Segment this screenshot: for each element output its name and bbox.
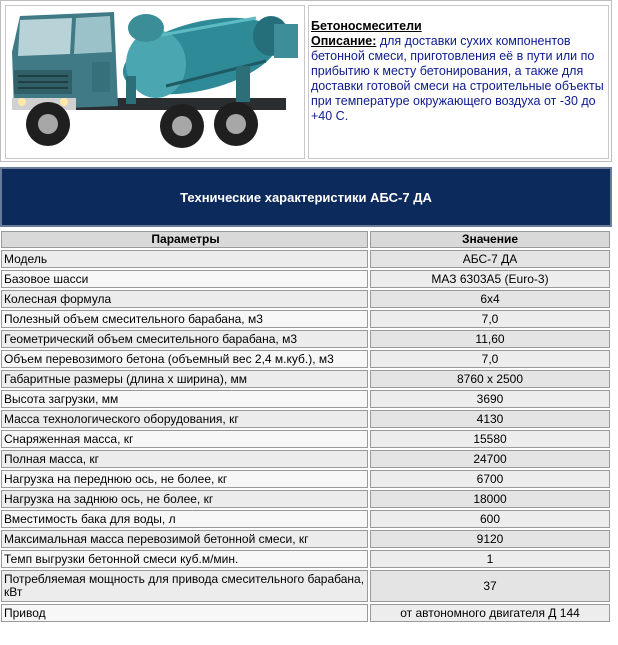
value-cell: 6700 <box>370 470 610 488</box>
table-row <box>0 449 612 469</box>
value-cell: 4130 <box>370 410 610 428</box>
value-cell: АБС-7 ДА <box>370 250 610 268</box>
value-cell: 18000 <box>370 490 610 508</box>
parameter-cell: Нагрузка на переднюю ось, не более, кг <box>1 470 368 488</box>
specs-banner <box>0 167 612 227</box>
header-parameters: Параметры <box>1 231 368 248</box>
parameter-cell: Максимальная масса перевозимой бетонной смеси, кг <box>1 530 368 548</box>
parameter-cell: Масса технологического оборудования, кг <box>1 410 368 428</box>
parameter-cell: Объем перевозимого бетона (объемный вес 2,4 м.куб.), м3 <box>1 350 368 368</box>
product-category-title: Бетоносмесители <box>311 19 422 33</box>
parameter-cell: Темп выгрузки бетонной смеси куб.м/мин. <box>1 550 368 568</box>
parameter-cell: Габаритные размеры (длина х ширина), мм <box>1 370 368 388</box>
parameter-cell: Модель <box>1 250 368 268</box>
table-row <box>0 529 612 549</box>
value-cell: 7,0 <box>370 310 610 328</box>
description-text: для доставки сухих компонентов бетонной смеси, приготовления её в пути или по прибытию к месту бетонирования, а также для доставки готовой смеси на строительные объекты при температуре окружающего воздуха от -30 до +40 С. <box>311 34 604 123</box>
table-row <box>0 369 612 389</box>
value-cell: от автономного двигателя Д 144 <box>370 604 610 622</box>
value-cell: 6х4 <box>370 290 610 308</box>
parameter-cell: Снаряженная масса, кг <box>1 430 368 448</box>
parameter-cell: Вместимость бака для воды, л <box>1 510 368 528</box>
header-value: Значение <box>370 231 610 248</box>
value-cell: 11,60 <box>370 330 610 348</box>
value-cell: МАЗ 6303А5 (Euro-3) <box>370 270 610 288</box>
value-cell: 8760 х 2500 <box>370 370 610 388</box>
truck-photo <box>5 5 305 159</box>
parameter-cell: Полная масса, кг <box>1 450 368 468</box>
value-cell: 600 <box>370 510 610 528</box>
table-row <box>0 603 612 623</box>
parameter-cell: Геометрический объем смесительного барабана, м3 <box>1 330 368 348</box>
intro-panel <box>0 0 612 162</box>
specs-table <box>0 230 612 623</box>
table-header-row <box>0 230 612 249</box>
table-row <box>0 349 612 369</box>
table-row <box>0 329 612 349</box>
parameter-cell: Полезный объем смесительного барабана, м3 <box>1 310 368 328</box>
parameter-cell: Колесная формула <box>1 290 368 308</box>
table-row <box>0 569 612 603</box>
table-row <box>0 469 612 489</box>
specs-banner-title: Технические характеристики АБС-7 ДА <box>180 189 432 205</box>
value-cell: 15580 <box>370 430 610 448</box>
parameter-cell: Высота загрузки, мм <box>1 390 368 408</box>
parameter-cell: Привод <box>1 604 368 622</box>
parameter-cell: Нагрузка на заднюю ось, не более, кг <box>1 490 368 508</box>
value-cell: 24700 <box>370 450 610 468</box>
concrete-mixer-truck-image <box>6 6 304 158</box>
description-label: Описание: <box>311 34 377 48</box>
parameter-cell: Базовое шасси <box>1 270 368 288</box>
table-row <box>0 289 612 309</box>
table-row <box>0 409 612 429</box>
value-cell: 37 <box>370 570 610 602</box>
truck-cab <box>12 12 118 110</box>
table-row <box>0 309 612 329</box>
table-row <box>0 489 612 509</box>
value-cell: 3690 <box>370 390 610 408</box>
table-row <box>0 269 612 289</box>
value-cell: 1 <box>370 550 610 568</box>
table-row <box>0 389 612 409</box>
table-row <box>0 509 612 529</box>
table-row <box>0 549 612 569</box>
value-cell: 7,0 <box>370 350 610 368</box>
parameter-cell: Потребляемая мощность для привода смесительного барабана, кВт <box>1 570 368 602</box>
value-cell: 9120 <box>370 530 610 548</box>
product-description <box>308 5 609 159</box>
table-row <box>0 249 612 269</box>
table-row <box>0 429 612 449</box>
